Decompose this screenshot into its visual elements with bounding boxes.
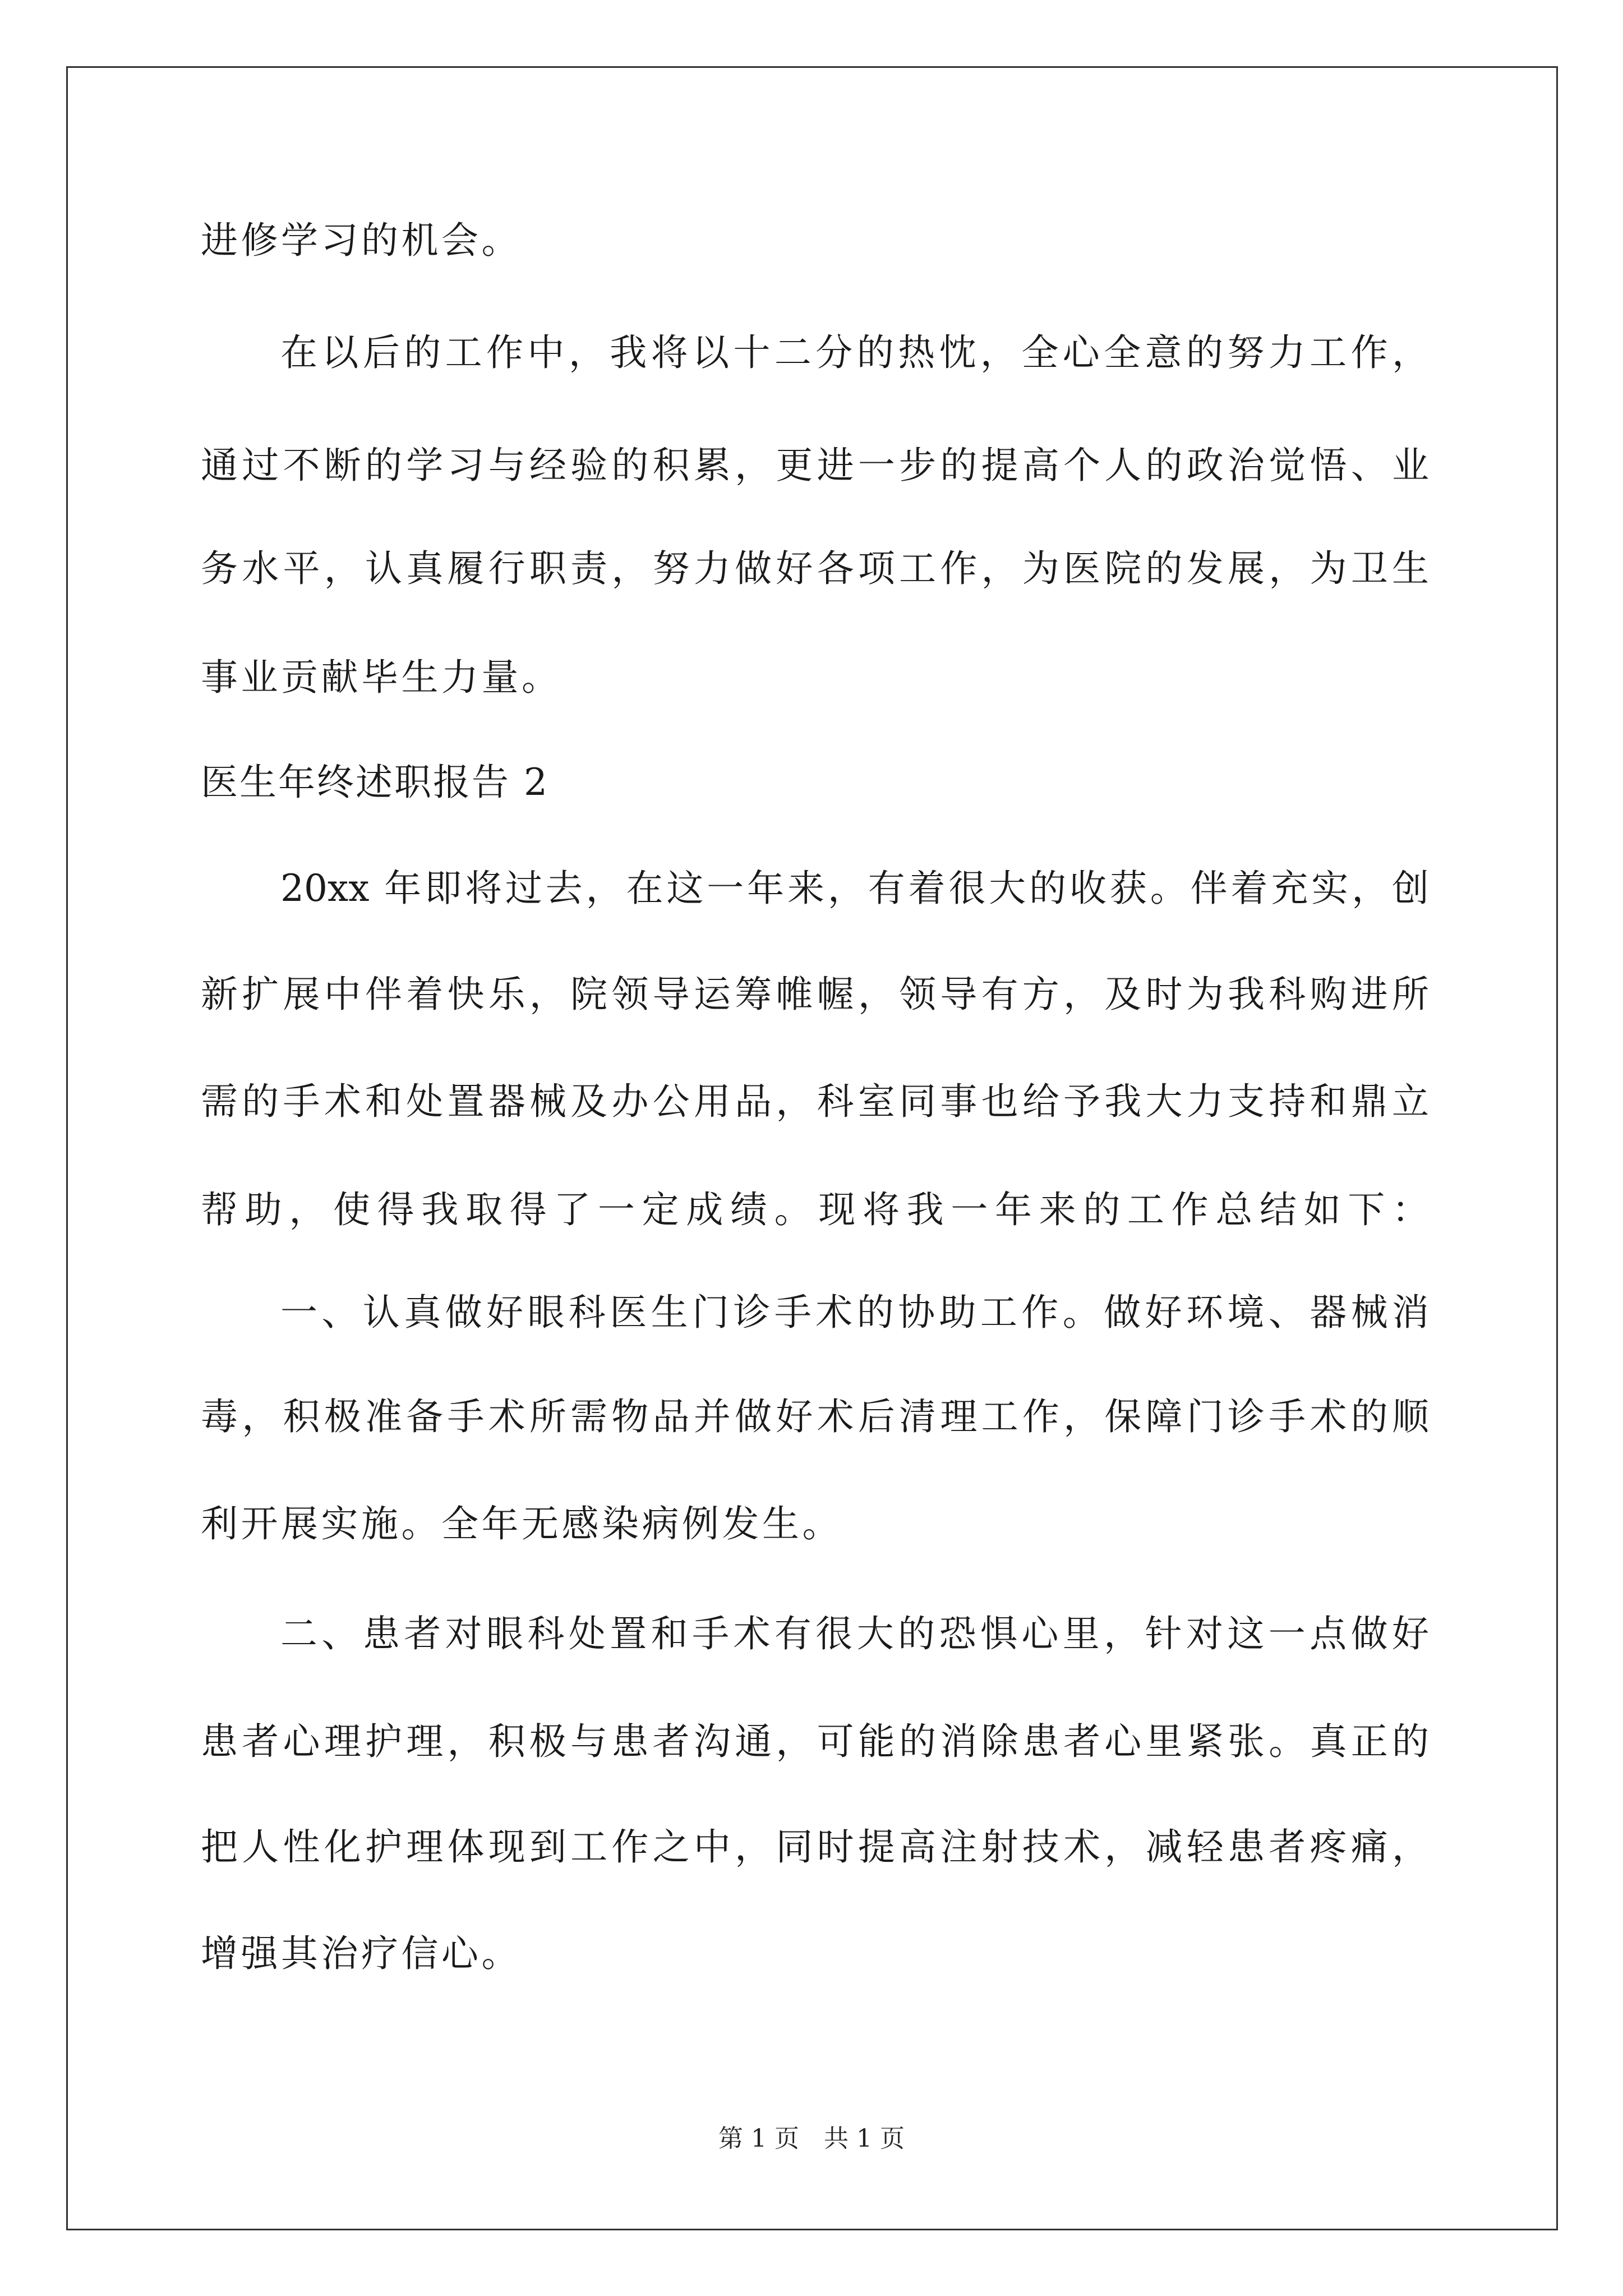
body-line-9: 需的手术和处置器械及办公用品，科室同事也给予我大力支持和鼎立 xyxy=(201,1080,1429,1123)
body-line-16: 把人性化护理体现到工作之中，同时提高注射技术，减轻患者疼痛， xyxy=(201,1825,1429,1869)
body-line-1: 进修学习的机会。 xyxy=(201,219,522,262)
body-line-14: 二、患者对眼科处置和手术有很大的恐惧心里，针对这一点做好 xyxy=(280,1612,1429,1655)
body-line-12: 毒，积极准备手术所需物品并做好术后清理工作，保障门诊手术的顺 xyxy=(201,1395,1429,1438)
body-line-15: 患者心理护理，积极与患者沟通，可能的消除患者心里紧张。真正的 xyxy=(201,1720,1429,1763)
body-line-8: 新扩展中伴着快乐，院领导运筹帷幄，领导有方，及时为我科购进所 xyxy=(201,973,1429,1016)
body-line-2: 在以后的工作中，我将以十二分的热忱，全心全意的努力工作， xyxy=(280,331,1429,374)
body-line-17: 增强其治疗信心。 xyxy=(201,1932,522,1975)
body-line-11: 一、认真做好眼科医生门诊手术的协助工作。做好环境、器械消 xyxy=(280,1291,1429,1334)
section-heading: 医生年终述职报告 2 xyxy=(201,761,549,804)
body-line-5: 事业贡献毕生力量。 xyxy=(201,656,562,699)
body-line-10: 帮助，使得我取得了一定成绩。现将我一年来的工作总结如下： xyxy=(201,1188,1429,1231)
page-footer: 第 1 页 共 1 页 xyxy=(718,2124,905,2153)
body-line-4: 务水平，认真履行职责，努力做好各项工作，为医院的发展，为卫生 xyxy=(201,547,1429,590)
body-line-7: 20xx 年即将过去，在这一年来，有着很大的收获。伴着充实，创 xyxy=(280,867,1429,910)
page-border xyxy=(66,66,1558,2230)
body-line-13: 利开展实施。全年无感染病例发生。 xyxy=(201,1502,842,1545)
body-line-3: 通过不断的学习与经验的积累，更进一步的提高个人的政治觉悟、业 xyxy=(201,444,1429,487)
